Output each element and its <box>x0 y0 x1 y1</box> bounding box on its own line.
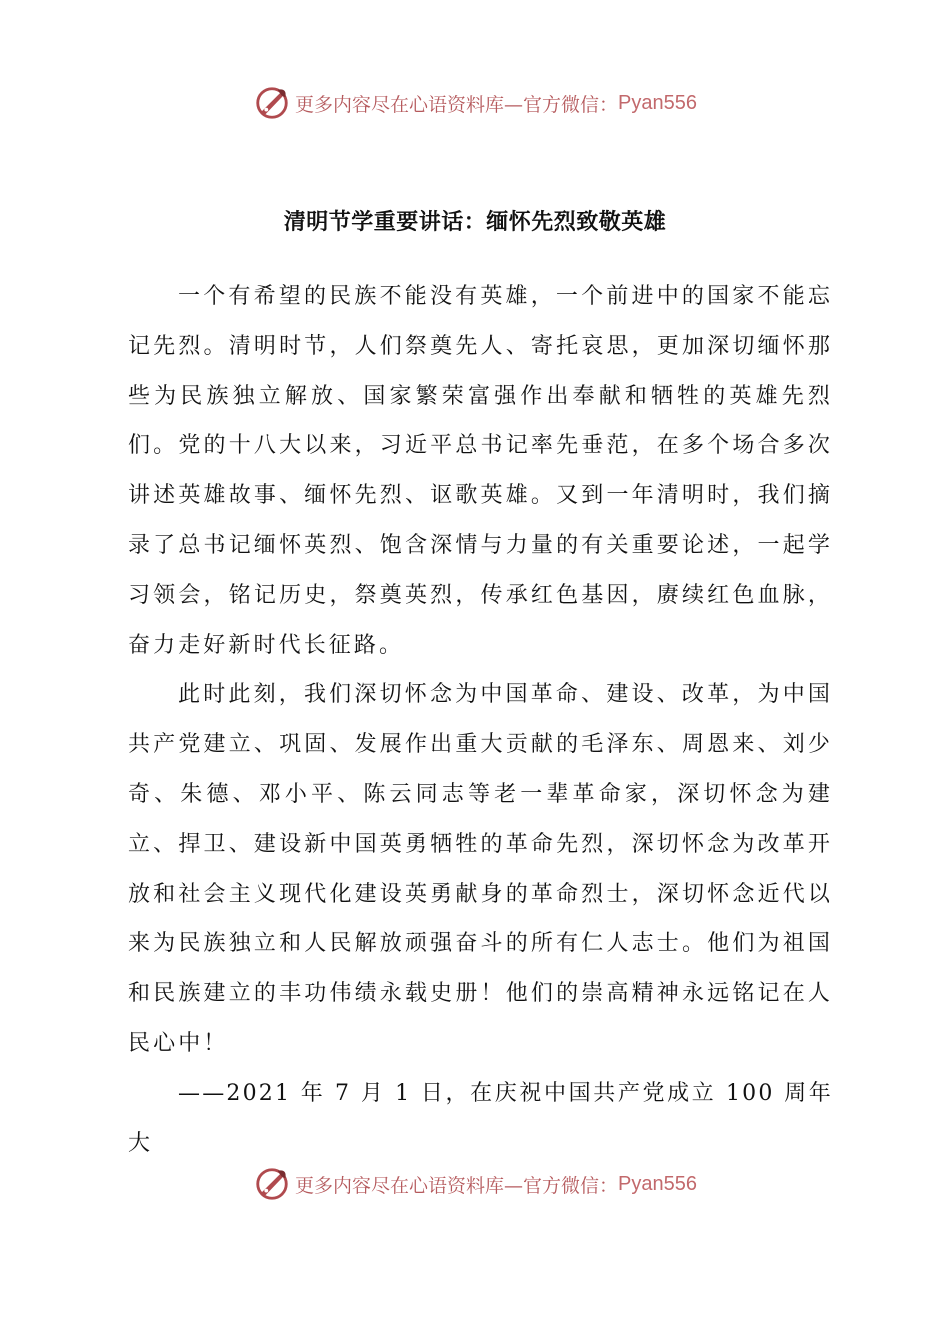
watermark-wechat-id: Pyan556 <box>618 1172 697 1195</box>
document-body <box>128 272 833 1168</box>
watermark-banner-top <box>0 81 950 125</box>
watermark-text: 更多内容尽在心语资料库—官方微信： <box>295 93 619 116</box>
paragraph-intro: 一个有希望的民族不能没有英雄，一个前进中的国家不能忘记先烈。清明时节，人们祭奠先人、寄托哀思，更加深切缅怀那些为民族独立解放、国家繁荣富强作出奉献和牺牲的英雄先烈们。党的十八大以来，习近平总书记率先垂范，在多个场合多次讲述英雄故事、缅怀先烈、讴歌英雄。又到一年清明时，我们摘录了总书记缅怀英烈、饱含深情与力量的有关重要论述，一起学习领会，铭记历史，祭奠英烈，传承红色基因，赓续红色血脉，奋力走好新时代长征路。 <box>128 284 833 658</box>
paragraph-quote: 此时此刻，我们深切怀念为中国革命、建设、改革，为中国共产党建立、巩固、发展作出重大贡献的毛泽东、周恩来、刘少奇、朱德、邓小平、陈云同志等老一辈革命家，深切怀念为建立、捍卫、建设新中国英勇牺牲的革命先烈，深切怀念为改革开放和社会主义现代化建设英勇献身的革命烈士，深切怀念近代以来为民族独立和人民解放顽强奋斗的所有仁人志士。他们为祖国和民族建立的丰功伟绩永载史册！他们的崇高精神永远铭记在人民心中！ <box>128 682 833 1056</box>
watermark-wechat-id: Pyan556 <box>618 91 697 114</box>
watermark-text: 更多内容尽在心语资料库—官方微信： <box>295 1174 619 1197</box>
quill-logo-icon <box>253 84 291 122</box>
paragraph-source: ——2021 年 7 月 1 日，在庆祝中国共产党成立 100 周年大 <box>128 1080 833 1156</box>
watermark-banner-bottom <box>0 1162 950 1206</box>
quill-logo-icon <box>253 1165 291 1203</box>
document-title: 清明节学重要讲话：缅怀先烈致敬英雄 <box>283 210 667 235</box>
